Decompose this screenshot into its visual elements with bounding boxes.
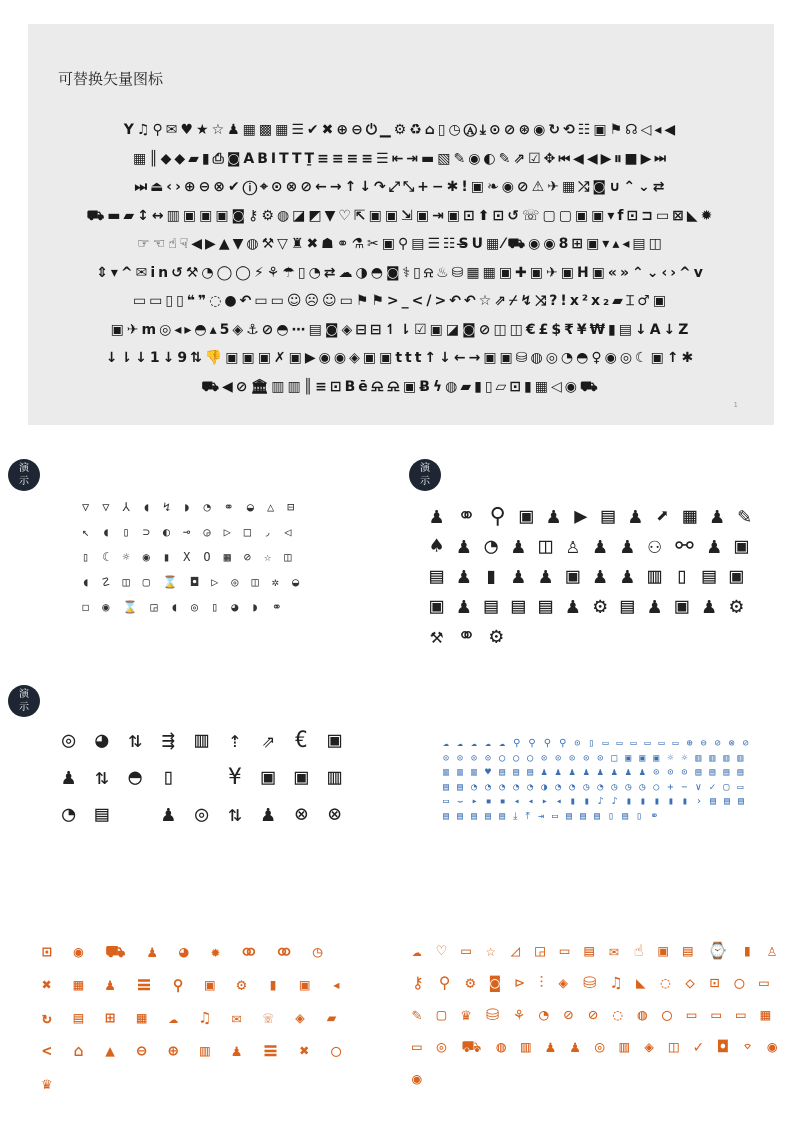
demo-badge-label: 演示 (420, 463, 430, 487)
blue-icon-grid: ☁☁☁☁☁⚲⚲⚲⚲⊙▯▭▭▭▭▭▭⊕⊖⊘⊗⊘⊙⊙⊙⊙◯◯◯⊙⊙⊙⊙⊙□▣▣▣☼☼▥▥▥▥▥▥▥♥▤▤▤♟♟♟♟♟♟♟♟⊙⊙⊙▤▤▤▤▤▤◔◔◔◔◔◑◔◔◷◔◷◷◷○+−∨✓▢▭▭⌣▸▪▪◂◂▸◂▮▮♪♪▮▮▮▮▮›▤▤▤▤▤▤▤▤⤓⤒⇥▭▤▤▤▯▤▯⚭ (443, 738, 757, 822)
orange-solid-icon-grid: ⊡◉⛟♟◕✹⚭⚭◷✖▦♟☰⚲▣⚙▮▣◂↻▤⊞▦☁♫✉☏◈▰<⌂▲⊖⊕▥♟☰✖◯♛ (42, 942, 364, 1093)
icon-row: ⇕▾^✉in↺⚒◔◯◯⚡⚘☂▯◔⇄☁◑◓◙⚕▯⍾♨⛁▦▦▣✚▣✈▣H▣«»⌃⌄‹›^v (96, 264, 706, 281)
page-title: 可替换矢量图标 (58, 70, 164, 88)
icon-row: ▦║◆◆▰▮⎙◙ABITTṮ≡≡≡≡☰⇤⇥▬▧✎◉◐✎⇗☑✥⏮◀◀▶⏸■▶⏭ (132, 150, 670, 167)
demo-badge-label: 演示 (19, 463, 29, 487)
icon-row: ⛟◀⊘🏛▥▥║≡⊡Bē⍾⍾▣Ƀϟ◍▰▮▯▱⊡▮▦◁◉⛟ (201, 378, 601, 395)
orange-outline-icon-grid: ☁♡▭☆◿◲▭▤✉☝▣▤⌚▮♙⚷⚲⚙◙⊳⫶◈⛁♫◣◌◇⊡◯▭✎▢♛⛁⚘◔⊘⊘◌◍◯▭▭▭▦▭◎⛟◍▥♟♟◎▥◈◫✓◘⌔◉◉ (412, 941, 792, 1088)
business-icon-grid: ♟⚭⚲▣♟▶▤♟⬈▦♟✎♠♟◔♟◫♙♟♟⚇⚯♟▣▤♟▮♟♟▣♟♟▥▯▤▣▣♟▤▤▤♟⚙▤♟▣♟⚙⚒⚭⚙ (430, 504, 765, 649)
demo-badge (8, 459, 40, 491)
demo-badge-label: 演示 (19, 689, 29, 713)
icon-sheet-panel (28, 24, 774, 425)
icon-font-grid (38, 116, 764, 401)
icon-row: ⛟▬▰↕↔▥▣▣▣◙⚷⚙◍◪◩▼♡⇱▣▣⇲▣⇥▣⊡⬆⊡↺☏▢▢▣▣▾f⊡⊐▭⊠◣✹ (86, 207, 716, 224)
demo-badge (8, 685, 40, 717)
page-number: 1 (733, 401, 738, 409)
icon-row: Y♫⚲✉♥★☆♟▦▩▦☰✔✖⊕⊖⏻▁⚙♻⌂▯◷Ⓐ⤓⊙⊘⊛◉↻⟲☷▣⚑☊◁◂◀ (123, 122, 679, 138)
icon-row: ↓⇂↓1↓9⇅👎▣▣▣✗▣▶◉◉◈▣▣ttt↑↓←→▣▣⛁◍◎◔◓♀◉◎☾▣↑✱ (105, 350, 697, 366)
outline-icon-grid: ▽▽⅄◖↯◗◔⚭◒△⊟↖◖▯⊃◐⊸◶▷□◞◁▯☾☼◉▮XO▦⊘☆◫◖☡◫▢⌛◘▷◎◫✲◒◻◉⌛◲◖◎▯◕◗⚭ (82, 500, 313, 614)
demo-badge (409, 459, 441, 491)
icon-row: ▭▭▯▯❝❞◌●↶▭▭☺☹☺▭⚑⚑>_</>↶↶☆⇗⌿↯⤨?!x²x₂▰⌶♂▣ (132, 293, 670, 309)
finance-icon-grid: ◎◕⇅⇶▥⇡⇗€▣♟⇅◓▯ ¥▣▣▥◔▤ ♟◎⇅♟⊗⊗ (62, 728, 362, 827)
icon-row: ▣✈m◎◂▸◓▴5◈⚓⊘◓⋯▤◙◈⊟⊟↿⇂☑▣◪◙⊘◫◫€£$₹¥₩▮▤↓A↓Z (110, 321, 692, 338)
icon-row: ⏭⏏‹›⊕⊖⊗✔ⓘ⌖⊙⊗⊘←→↑↓↷⤢⤡+−✱!▣❧◉⊘⚠✈▦⤮◙∪⌃⌄⇄ (134, 179, 668, 195)
icon-row: ☞☜☝☟◀▶▲▼◍⚒▽♜✖☗⚭⚗✂▣⚲▤☰☷S̶U▦⁄⛟◉◉8⊞▣▾▴◂▤◫ (137, 236, 665, 252)
